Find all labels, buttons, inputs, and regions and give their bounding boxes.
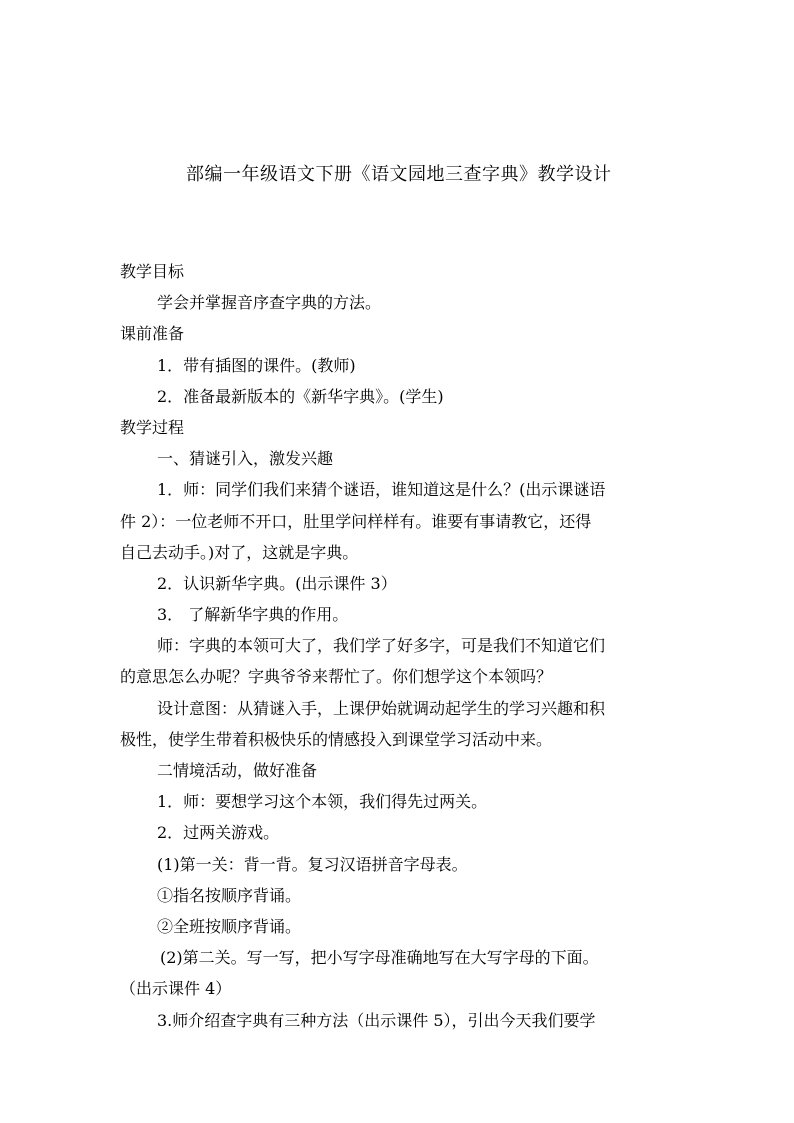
paragraph-line: 1．师：同学们我们来猜个谜语，谁知道这是什么？(出示课谜语 bbox=[157, 480, 606, 500]
paragraph-line: 1．带有插图的课件。(教师) bbox=[157, 355, 356, 375]
paragraph-line: ②全班按顺序背诵。 bbox=[157, 916, 302, 936]
paragraph-line: ①指名按顺序背诵。 bbox=[157, 885, 302, 905]
paragraph-line: 3． 了解新华字典的作用。 bbox=[157, 605, 349, 625]
paragraph-line: 学会并掌握音序查字典的方法。 bbox=[157, 293, 382, 313]
paragraph-line: 课前准备 bbox=[120, 324, 185, 344]
paragraph-line: （出示课件 4） bbox=[120, 979, 232, 999]
paragraph-line: (2)第二关。写一写，把小写字母准确地写在大写字母的下面。 bbox=[160, 948, 599, 968]
paragraph-line: 3.师介绍查字典有三种方法（出示课件 5），引出今天我们要学 bbox=[157, 1010, 596, 1030]
paragraph-line: 设计意图：从猜谜入手，上课伊始就调动起学生的学习兴趣和积 bbox=[157, 698, 606, 718]
paragraph-line: 师：字典的本领可大了，我们学了好多字，可是我们不知道它们 bbox=[157, 636, 606, 656]
document-body bbox=[120, 256, 682, 1036]
paragraph-line: 教学目标 bbox=[120, 262, 185, 281]
paragraph-line: 2．过两关游戏。 bbox=[157, 823, 280, 843]
paragraph-line: 一、猜谜引入，激发兴趣 bbox=[157, 449, 334, 469]
paragraph-line: 2．准备最新版本的《新华字典》。(学生) bbox=[157, 386, 444, 406]
paragraph-line: 1．师：要想学习这个本领，我们得先过两关。 bbox=[157, 792, 488, 812]
paragraph-line: 2．认识新华字典。(出示课件 3） bbox=[157, 573, 397, 593]
paragraph-line: 教学过程 bbox=[120, 417, 185, 437]
paragraph-line: 极性，使学生带着积极快乐的情感投入到课堂学习活动中来。 bbox=[120, 729, 553, 749]
paragraph-line: (1)第一关：背一背。复习汉语拼音字母表。 bbox=[157, 854, 468, 874]
paragraph-line: 的意思怎么办呢？字典爷爷来帮忙了。你们想学这个本领吗？ bbox=[120, 667, 553, 687]
paragraph-line: 自己去动手。)对了，这就是字典。 bbox=[120, 542, 359, 562]
paragraph-line: 二情境活动，做好准备 bbox=[157, 761, 318, 780]
document-title: 部编一年级语文下册《语文园地三查字典》教学设计 bbox=[186, 164, 612, 185]
paragraph-line: 件 2）：一位老师不开口，肚里学问样样有。谁要有事请教它，还得 bbox=[120, 511, 592, 531]
